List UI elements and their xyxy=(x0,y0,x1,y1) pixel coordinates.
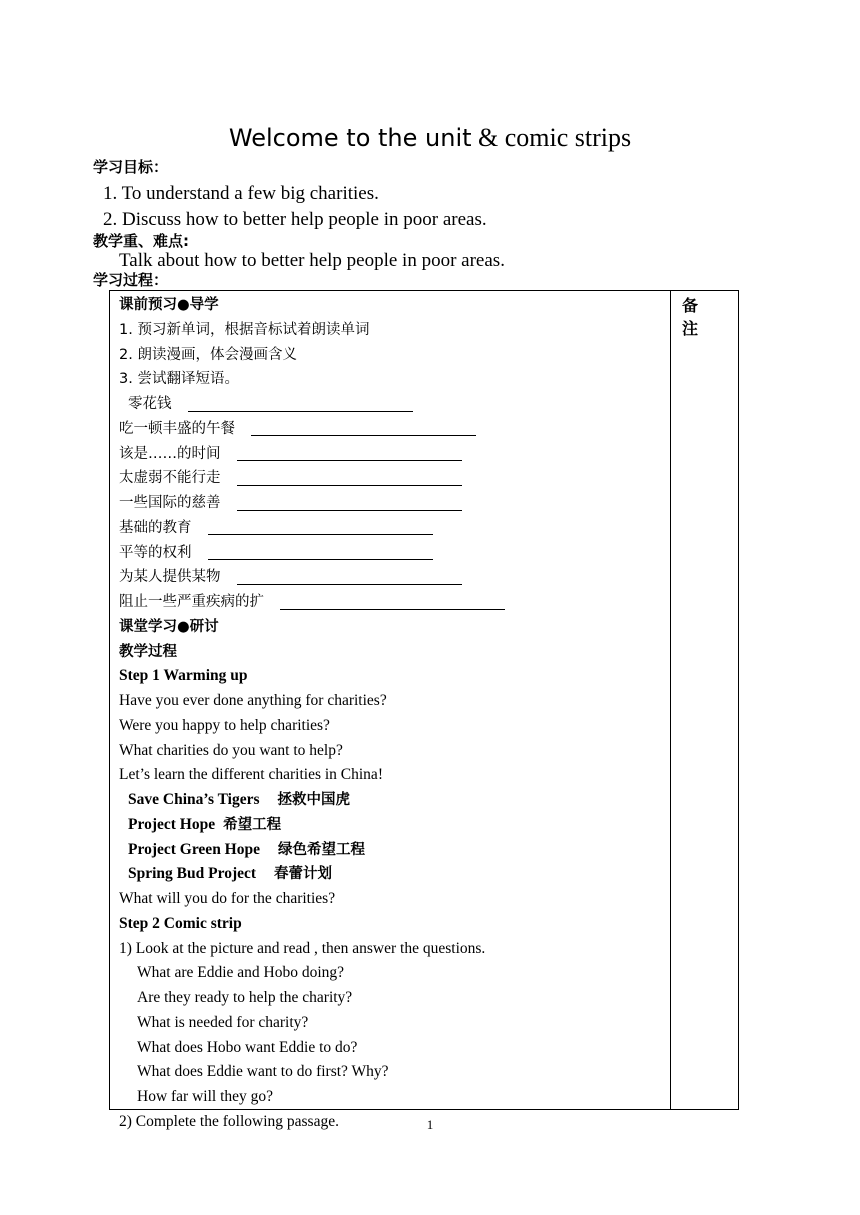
answer-blank[interactable] xyxy=(237,496,462,511)
phrase-row xyxy=(119,590,664,615)
charity-item xyxy=(119,838,664,863)
remark-column-header: 备注 xyxy=(682,296,713,338)
phrase-label: 零花钱 xyxy=(128,396,172,412)
comic-question: What does Hobo want Eddie to do? xyxy=(137,1038,358,1056)
objective-1: 1. To understand a few big charities. xyxy=(103,183,379,204)
charity-cn: 春蕾计划 xyxy=(274,866,333,883)
preview-heading: 课前预习●导学 xyxy=(119,297,219,313)
answer-blank[interactable] xyxy=(280,595,505,610)
page-number: 1 xyxy=(426,1117,434,1132)
comic-question: What does Eddie want to do first? Why? xyxy=(137,1063,389,1081)
task-2: 2) Complete the following passage. xyxy=(119,1112,339,1130)
answer-blank[interactable] xyxy=(208,520,433,535)
answer-blank[interactable] xyxy=(237,446,462,461)
charity-en: Spring Bud Project xyxy=(128,865,257,883)
phrase-row xyxy=(119,541,664,566)
task-1: 1) Look at the picture and read , then answer the questions. xyxy=(119,939,486,957)
charity-cn: 拯救中国虎 xyxy=(277,792,350,808)
warmup-question: Let’s learn the different charities in China! xyxy=(119,766,383,784)
charity-cn: 希望工程 xyxy=(223,816,282,833)
charity-en: Project Green Hope xyxy=(128,840,260,858)
column-divider xyxy=(670,291,671,1109)
phrase-row xyxy=(119,565,664,590)
lesson-content xyxy=(119,293,664,1135)
answer-blank[interactable] xyxy=(188,397,413,412)
comic-question: Are they ready to help the charity? xyxy=(137,989,353,1006)
answer-blank[interactable] xyxy=(237,471,462,486)
warmup-question: Were you happy to help charities? xyxy=(119,716,330,734)
phrase-row xyxy=(119,516,664,541)
class-heading: 课堂学习●研讨 xyxy=(119,618,219,635)
key-points-text: Talk about how to better help people in poor areas. xyxy=(119,250,505,271)
lesson-table xyxy=(109,290,739,1130)
phrase-label: 阻止一些严重疾病的扩 xyxy=(119,594,264,610)
phrase-label: 为某人提供某物 xyxy=(119,569,221,586)
question-after: What will you do for the charities? xyxy=(119,890,336,907)
charity-cn: 绿色希望工程 xyxy=(278,841,365,858)
phrase-row xyxy=(119,442,664,467)
warmup-question: Have you ever done anything for charities? xyxy=(119,692,387,709)
comic-question: What is needed for charity? xyxy=(137,1013,309,1031)
charity-item xyxy=(119,862,664,887)
phrase-row xyxy=(119,392,664,417)
comic-question: How far will they go? xyxy=(137,1088,274,1105)
answer-blank[interactable] xyxy=(208,545,433,560)
answer-blank[interactable] xyxy=(251,421,476,436)
phrase-label: 太虚弱不能行走 xyxy=(119,470,221,487)
phrase-row xyxy=(119,491,664,516)
objective-2: 2. Discuss how to better help people in poor areas. xyxy=(103,209,487,230)
key-points-label: 教学重、难点: xyxy=(93,232,189,250)
phrase-row xyxy=(119,466,664,491)
preview-step: 3. 尝试翻译短语。 xyxy=(119,371,239,388)
process-heading: 教学过程 xyxy=(119,643,177,660)
process-label: 学习过程： xyxy=(93,271,169,289)
preview-step: 1. 预习新单词，根据音标试着朗读单词 xyxy=(119,321,370,338)
charity-en: Save China’s Tigers xyxy=(128,791,260,808)
charity-en: Project Hope xyxy=(128,815,216,833)
comic-question: What are Eddie and Hobo doing? xyxy=(137,964,345,982)
phrase-row xyxy=(119,417,664,442)
phrase-label: 平等的权利 xyxy=(119,544,192,561)
title-part-1: Welcome to the unit xyxy=(228,124,472,152)
title-part-2: & comic strips xyxy=(471,123,632,152)
document-title xyxy=(0,120,860,156)
objectives-label: 学习目标： xyxy=(93,158,169,176)
step2-heading: Step 2 Comic strip xyxy=(119,914,242,932)
warmup-question: What charities do you want to help? xyxy=(119,741,343,759)
preview-step: 2. 朗读漫画，体会漫画含义 xyxy=(119,346,297,363)
phrase-label: 基础的教育 xyxy=(119,519,192,536)
step1-heading: Step 1 Warming up xyxy=(119,667,248,685)
answer-blank[interactable] xyxy=(237,570,462,585)
phrase-label: 一些国际的慈善 xyxy=(119,495,221,511)
phrase-label: 吃一顿丰盛的午餐 xyxy=(119,420,235,437)
phrase-label: 该是……的时间 xyxy=(119,445,221,462)
charity-item xyxy=(119,788,664,813)
charity-item xyxy=(119,813,664,838)
